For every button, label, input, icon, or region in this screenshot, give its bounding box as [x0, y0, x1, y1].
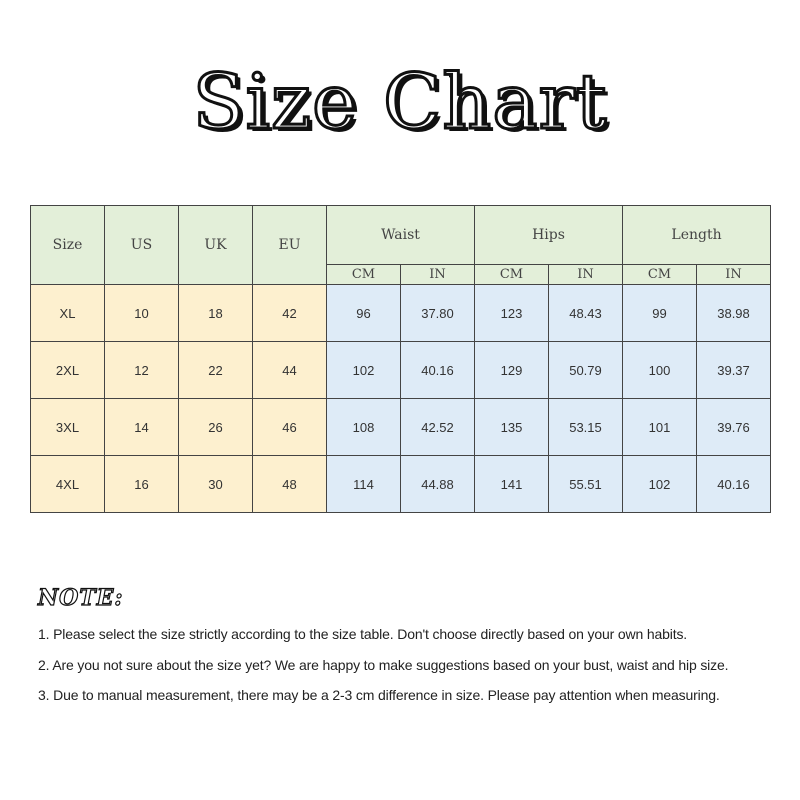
cell-hips-in: 53.15 — [549, 399, 623, 456]
cell-waist-cm: 96 — [327, 285, 401, 342]
cell-us: 10 — [105, 285, 179, 342]
cell-size: 4XL — [31, 456, 105, 513]
cell-waist-cm: 114 — [327, 456, 401, 513]
cell-waist-in: 42.52 — [401, 399, 475, 456]
note-heading: NOTE: — [38, 585, 124, 611]
subheader-hips-in: IN — [549, 265, 623, 285]
cell-waist-cm: 108 — [327, 399, 401, 456]
header-hips: Hips — [475, 206, 623, 265]
subheader-hips-cm: CM — [475, 265, 549, 285]
cell-eu: 48 — [253, 456, 327, 513]
cell-size: XL — [31, 285, 105, 342]
cell-length-cm: 100 — [623, 342, 697, 399]
cell-uk: 22 — [179, 342, 253, 399]
table-row — [31, 285, 771, 342]
header-waist: Waist — [327, 206, 475, 265]
cell-length-in: 40.16 — [697, 456, 771, 513]
cell-uk: 18 — [179, 285, 253, 342]
cell-waist-in: 37.80 — [401, 285, 475, 342]
page-title: Size Chart — [192, 57, 608, 146]
cell-hips-in: 55.51 — [549, 456, 623, 513]
cell-length-cm: 99 — [623, 285, 697, 342]
table-row — [31, 456, 771, 513]
header-size: Size — [31, 206, 105, 285]
cell-size: 2XL — [31, 342, 105, 399]
size-table — [30, 205, 771, 513]
table-row — [31, 342, 771, 399]
subheader-length-cm: CM — [623, 265, 697, 285]
cell-length-in: 38.98 — [697, 285, 771, 342]
cell-waist-in: 44.88 — [401, 456, 475, 513]
cell-us: 12 — [105, 342, 179, 399]
cell-uk: 26 — [179, 399, 253, 456]
cell-waist-in: 40.16 — [401, 342, 475, 399]
table-row — [31, 399, 771, 456]
cell-hips-cm: 129 — [475, 342, 549, 399]
header-us: US — [105, 206, 179, 285]
cell-waist-cm: 102 — [327, 342, 401, 399]
header-eu: EU — [253, 206, 327, 285]
cell-hips-cm: 141 — [475, 456, 549, 513]
cell-size: 3XL — [31, 399, 105, 456]
cell-length-cm: 102 — [623, 456, 697, 513]
header-uk: UK — [179, 206, 253, 285]
cell-hips-cm: 123 — [475, 285, 549, 342]
cell-eu: 46 — [253, 399, 327, 456]
cell-eu: 44 — [253, 342, 327, 399]
cell-hips-in: 48.43 — [549, 285, 623, 342]
cell-eu: 42 — [253, 285, 327, 342]
note-item: 1. Please select the size strictly according to the size table. Don't choose directly based on your own habits. — [38, 626, 688, 642]
cell-us: 14 — [105, 399, 179, 456]
cell-length-cm: 101 — [623, 399, 697, 456]
note-item: 3. Due to manual measurement, there may be a 2-3 cm difference in size. Please pay attention when measuring. — [38, 687, 720, 703]
subheader-waist-in: IN — [401, 265, 475, 285]
cell-us: 16 — [105, 456, 179, 513]
note-item: 2. Are you not sure about the size yet? We are happy to make suggestions based on your bust, waist and hip size. — [38, 656, 729, 673]
note-list — [38, 626, 788, 718]
cell-length-in: 39.37 — [697, 342, 771, 399]
header-row — [31, 206, 771, 265]
cell-hips-in: 50.79 — [549, 342, 623, 399]
subheader-waist-cm: CM — [327, 265, 401, 285]
subheader-length-in: IN — [697, 265, 771, 285]
cell-hips-cm: 135 — [475, 399, 549, 456]
cell-length-in: 39.76 — [697, 399, 771, 456]
cell-uk: 30 — [179, 456, 253, 513]
header-length: Length — [623, 206, 771, 265]
